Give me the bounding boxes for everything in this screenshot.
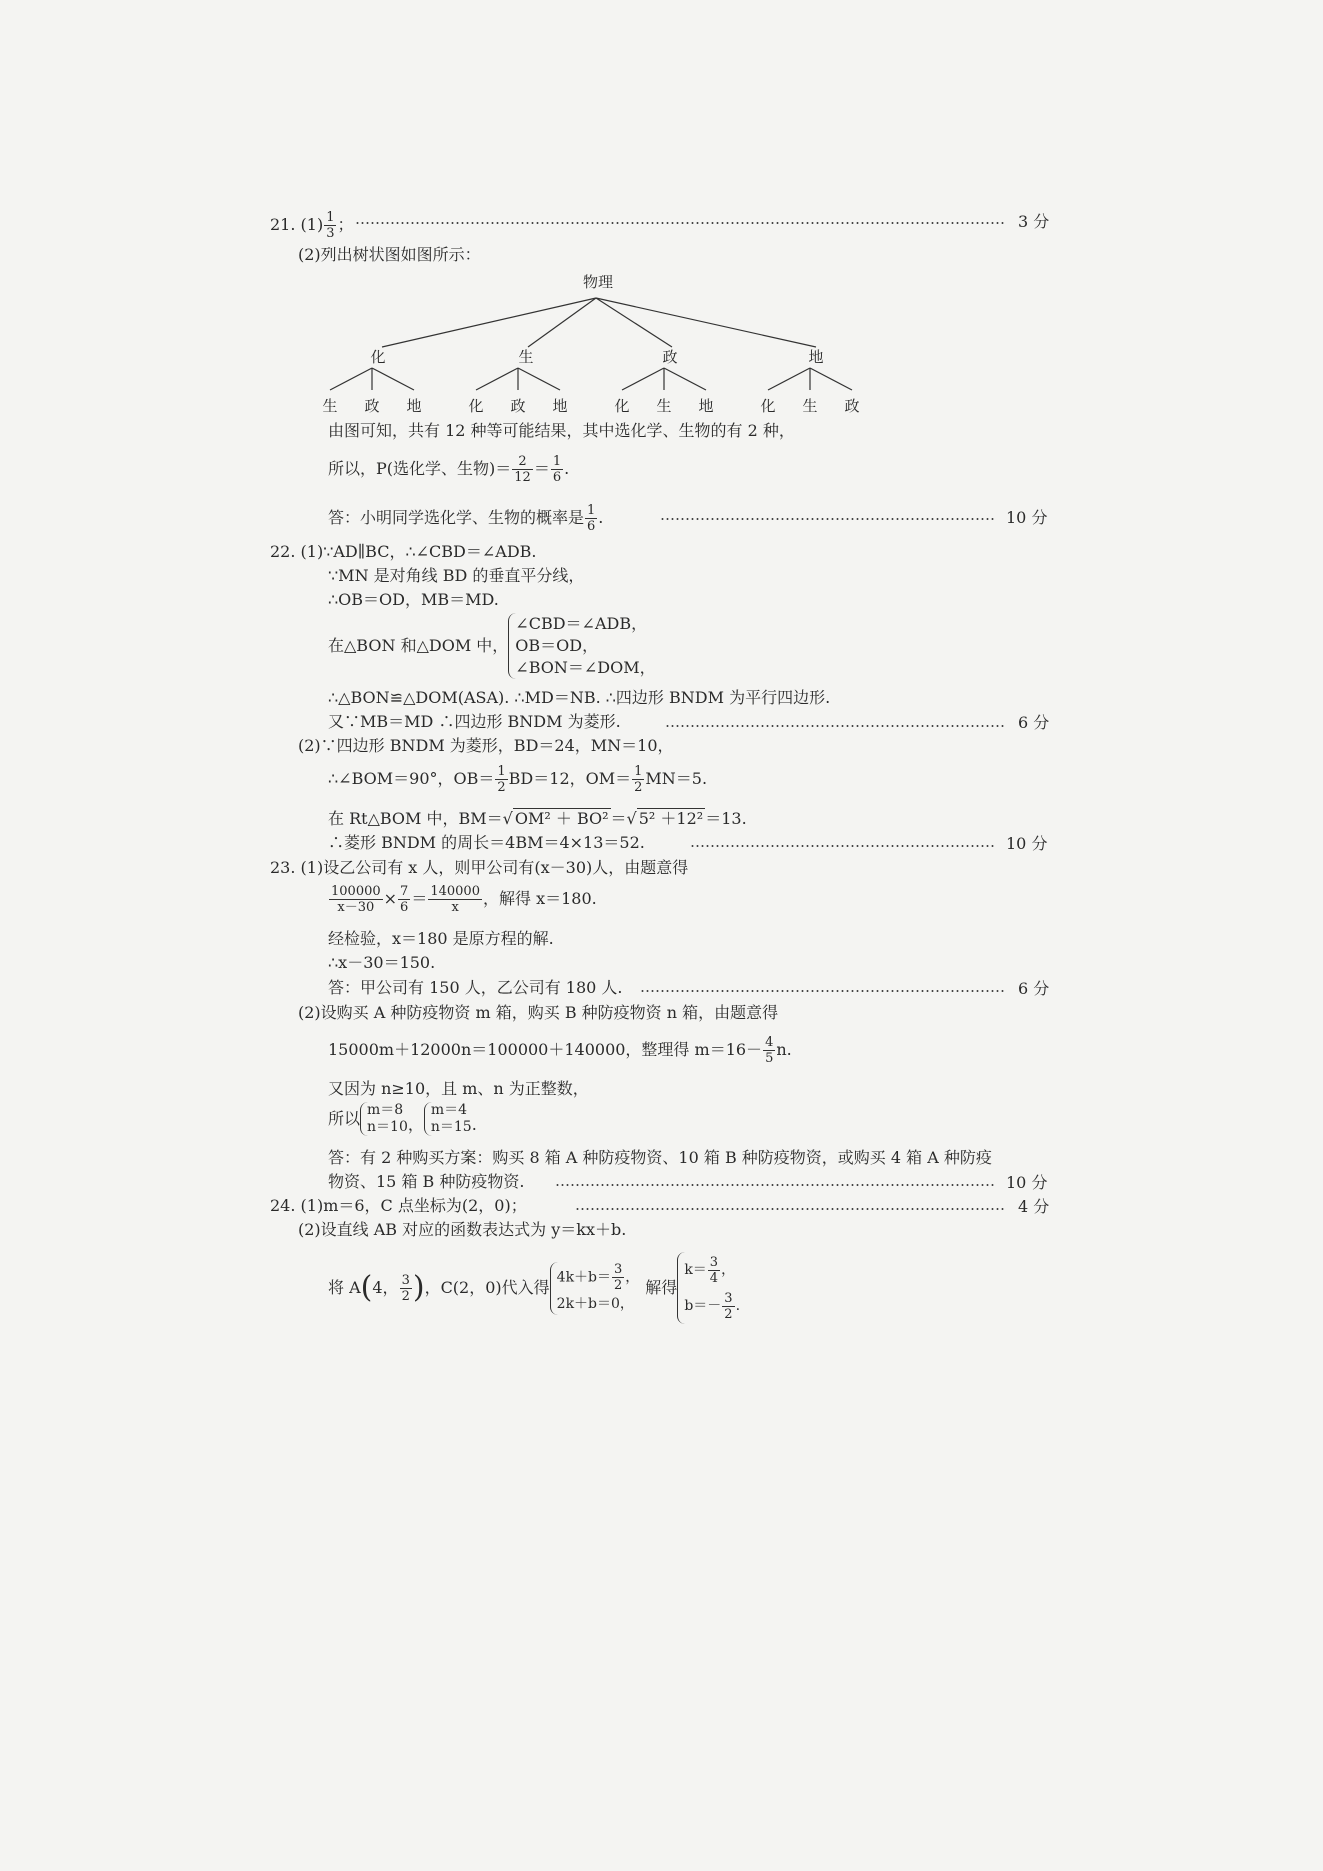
q24-line2: (2)设直线 AB 对应的函数表达式为 y＝kx＋b. xyxy=(298,1220,627,1239)
tree-branch-biology: 生 xyxy=(518,348,534,366)
fraction: $\frac{1}{2}$ xyxy=(634,764,643,795)
fraction: $\frac{140000}{x}$ xyxy=(430,884,480,915)
q22-line6: 又∵MB＝MD ∴四边形 BNDM 为菱形. xyxy=(328,712,621,731)
score-label: 10 分 xyxy=(1006,1173,1048,1192)
q23-line4: ∴x－30＝150. xyxy=(328,953,436,972)
dot-leader xyxy=(660,518,995,520)
fraction: $\frac{3}{2}$ xyxy=(614,1261,623,1293)
dot-leader xyxy=(575,1208,1005,1210)
fraction: $\frac{100000}{x-30}$ xyxy=(331,884,381,915)
dot-leader xyxy=(555,1184,995,1186)
score-label: 10 分 xyxy=(1006,834,1048,853)
q23-line8: 又因为 n≥10，且 m、n 为正整数， xyxy=(328,1079,589,1098)
tree-leaf: 生 xyxy=(802,397,818,415)
tree-leaf: 地 xyxy=(406,397,422,415)
probability-tree-diagram xyxy=(310,265,930,425)
q22-line8: ∴∠BOM＝90°，OB＝ $\frac{1}{2}$ BD＝12，OM＝ $\frac{1}{2}$ MN＝5. xyxy=(328,764,708,795)
tree-leaf: 政 xyxy=(364,397,380,415)
score-label: 3 分 xyxy=(1018,212,1050,231)
fraction: $\frac{3}{2}$ xyxy=(724,1290,733,1322)
q23-line7: 15000m＋12000n＝100000＋140000，整理得 m＝16－ $\frac{4}{5}$ n. xyxy=(328,1035,792,1066)
equation-system: m＝8 n＝10 xyxy=(360,1102,408,1136)
tree-leaf: 政 xyxy=(844,397,860,415)
q22-line10: ∴菱形 BNDM 的周长＝4BM＝4×13＝52. xyxy=(328,833,645,852)
tree-root: 物理 xyxy=(582,273,614,291)
tree-leaf: 地 xyxy=(698,397,714,415)
q23-line6: (2)设购买 A 种防疫物资 m 箱，购买 B 种防疫物资 n 箱，由题意得 xyxy=(298,1003,779,1022)
dot-leader xyxy=(355,222,1005,224)
fraction: $\frac{7}{6}$ xyxy=(400,884,409,915)
tree-branch-politics: 政 xyxy=(662,348,678,366)
q22-line3: ∴OB＝OD，MB＝MD. xyxy=(328,590,499,609)
q22-line9: 在 Rt△BOM 中，BM＝√ OM² ＋ BO² ＝√ 5² ＋12² ＝13. xyxy=(328,809,747,828)
fraction: $\frac{1}{3}$ xyxy=(326,210,335,241)
radical: OM² ＋ BO² xyxy=(514,809,609,828)
q22-line1: 22. (1)∵AD∥BC，∴∠CBD＝∠ADB. xyxy=(270,542,537,561)
score-label: 10 分 xyxy=(1006,508,1048,527)
q23-line10: 答：有 2 种购买方案：购买 8 箱 A 种防疫物资、10 箱 B 种防疫物资，或购买 4 箱 A 种防疫 xyxy=(328,1148,992,1167)
fraction: $\frac{3}{4}$ xyxy=(709,1254,719,1286)
fraction: $\frac{3}{2}$ xyxy=(401,1272,410,1304)
score-label: 4 分 xyxy=(1018,1197,1050,1216)
dot-leader xyxy=(690,845,995,847)
dot-leader xyxy=(665,725,1005,727)
q23-line3: 经检验，x＝180 是原方程的解. xyxy=(328,929,554,948)
dot-leader xyxy=(640,990,1005,992)
tree-leaf: 化 xyxy=(614,397,630,415)
tree-leaf: 生 xyxy=(656,397,672,415)
q22-line7: (2)∵四边形 BNDM 为菱形，BD＝24，MN＝10， xyxy=(298,736,674,755)
q21-part2-intro: (2)列出树状图如图所示： xyxy=(298,245,481,264)
tree-leaf: 化 xyxy=(468,397,484,415)
tree-branch-geography: 地 xyxy=(808,348,824,366)
fraction: $\frac{1}{6}$ xyxy=(552,454,562,485)
q24-substitution: 将 A(4， $\frac{3}{2}$ )，C(2，0)代入得 4k＋b＝ $\frac{3}{2}$ ， 2k＋b＝0， 解得 k＝ $\frac{3}{4}$ ， b＝－ $\frac{3}{2}$ . xyxy=(328,1252,740,1324)
q22-line2: ∵MN 是对角线 BD 的垂直平分线， xyxy=(328,566,585,585)
tree-leaf: 政 xyxy=(510,397,526,415)
score-label: 6 分 xyxy=(1018,979,1050,998)
q22-system-line: 在△BON 和△DOM 中， ∠CBD＝∠ADB， OB＝OD， ∠BON＝∠DOM， xyxy=(328,614,656,677)
score-label: 6 分 xyxy=(1018,713,1050,732)
equation-system: 4k＋b＝ $\frac{3}{2}$ ， 2k＋b＝0， xyxy=(550,1262,640,1315)
equation-system: k＝ $\frac{3}{4}$ ， b＝－ $\frac{3}{2}$ . xyxy=(677,1252,740,1324)
tree-leaf: 化 xyxy=(760,397,776,415)
fraction: $\frac{2}{12}$ xyxy=(514,454,531,485)
tree-branch-chemistry: 化 xyxy=(370,348,386,366)
q22-line5: ∴△BON≌△DOM(ASA). ∴MD＝NB. ∴四边形 BNDM 为平行四边形. xyxy=(328,688,831,707)
q23-equation: $\frac{100000}{x-30}$ × $\frac{7}{6}$ ＝ $\frac{140000}{x}$ ，解得 x＝180. xyxy=(331,884,597,915)
equation-system: m＝4 n＝15 xyxy=(424,1102,472,1136)
tree-leaf: 地 xyxy=(552,397,568,415)
q21-part1: 21. (1) $\frac{1}{3}$ ； xyxy=(270,210,354,241)
fraction: $\frac{4}{5}$ xyxy=(765,1035,774,1066)
q23-line5: 答：甲公司有 150 人，乙公司有 180 人. xyxy=(328,978,623,997)
tree-leaf: 生 xyxy=(322,397,338,415)
q23-solutions: 所以 m＝8 n＝10 ， m＝4 n＝15 . xyxy=(328,1102,477,1135)
equation-system: ∠CBD＝∠ADB， OB＝OD， ∠BON＝∠DOM， xyxy=(508,613,655,679)
q24-line1: 24. (1)m＝6，C 点坐标为(2，0)； xyxy=(270,1196,527,1215)
fraction: $\frac{1}{2}$ xyxy=(497,764,506,795)
q21-result-text: 由图可知，共有 12 种等可能结果，其中选化学、生物的有 2 种， xyxy=(328,421,795,440)
q23-line11: 物资、15 箱 B 种防疫物资. xyxy=(328,1172,525,1191)
fraction: $\frac{1}{6}$ xyxy=(587,503,596,534)
q23-line1: 23. (1)设乙公司有 x 人，则甲公司有(x－30)人，由题意得 xyxy=(270,858,689,877)
q21-probability-line: 所以，P(选化学、生物)＝ $\frac{2}{12}$ ＝ $\frac{1}{6}$ . xyxy=(328,454,570,485)
radical: 5² ＋12² xyxy=(638,809,704,828)
q21-answer: 答：小明同学选化学、生物的概率是 $\frac{1}{6}$ . xyxy=(328,503,604,534)
